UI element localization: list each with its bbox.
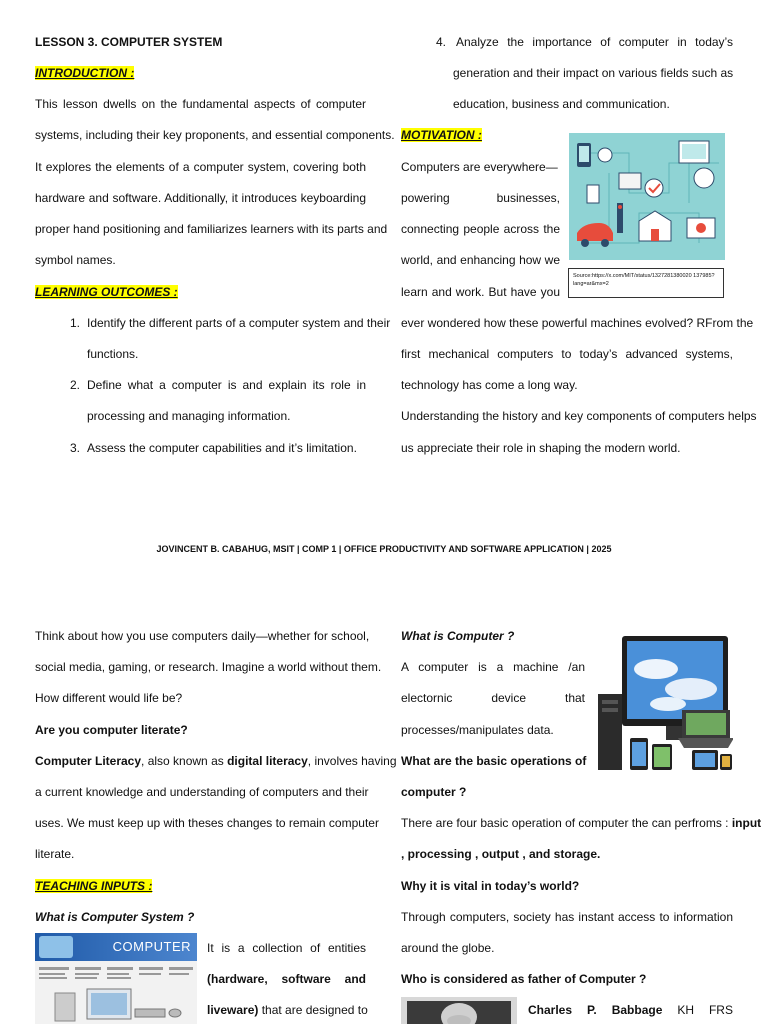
- literate-question: Are you computer literate?: [35, 723, 188, 737]
- outcome-number: 2.: [70, 378, 81, 392]
- outcome-line: Define what a computer is and explain its role in: [87, 378, 366, 392]
- computer-question: What is Computer ?: [401, 629, 515, 643]
- babbage-line: [528, 1003, 733, 1018]
- outcome-number: 3.: [70, 441, 81, 455]
- literacy-line: literate.: [35, 847, 75, 861]
- system-question: What is Computer System ?: [35, 910, 195, 924]
- intro-line: proper hand positioning and familiarizes learners with its parts and: [35, 222, 388, 236]
- vital-line: around the globe.: [401, 941, 495, 955]
- motivation-line: Computers are everywhere—: [401, 160, 558, 174]
- motivation-line: powering businesses,: [401, 191, 560, 205]
- babbage-name: Charles P. Babbage: [528, 1003, 663, 1017]
- computer-banner: [35, 933, 197, 961]
- motivation-heading-text: MOTIVATION :: [401, 128, 482, 142]
- intro-line: hardware and software. Additionally, it introduces keyboarding: [35, 191, 366, 205]
- literacy-line: a current knowledge and understanding of computers and their: [35, 785, 369, 799]
- computer-def-line: A computer is a machine /an: [401, 660, 585, 674]
- outcome-line: Analyze the importance of computer in today’s: [456, 35, 733, 49]
- operations-question: What are the basic operations of: [401, 754, 587, 768]
- system-def-line: (hardware, software and: [207, 972, 366, 986]
- father-question: Who is considered as father of Computer ?: [401, 972, 647, 986]
- computers-illustration-svg: [596, 634, 733, 776]
- iot-illustration: [569, 133, 725, 260]
- image-source-caption: Source:https://x.com/MIT/status/1327281380020 137985?lang=ar&mx=2: [568, 268, 724, 298]
- computer-parts-diagram: [35, 961, 197, 1024]
- literacy-term: Computer Literacy: [35, 754, 142, 768]
- teaching-heading: [35, 879, 152, 894]
- outcome-line: education, business and communication.: [453, 97, 670, 111]
- intro-line: This lesson dwells on the fundamental aspects of computer: [35, 97, 366, 111]
- system-def-line: [207, 1003, 366, 1018]
- outcome-line: generation and their impact on various fields such as: [453, 66, 734, 80]
- computer-def-line: processes/manipulates data.: [401, 723, 554, 737]
- computer-banner-label: COMPUTER: [112, 939, 191, 954]
- operations-line: , processing , output , and storage.: [401, 847, 601, 861]
- outcome-line: Identify the different parts of a computer system and their: [87, 316, 391, 330]
- outcomes-heading: [35, 285, 178, 300]
- operations-line: [401, 816, 762, 831]
- literacy-line: uses. We must keep up with theses changes to remain computer: [35, 816, 379, 830]
- outcomes-heading-text: LEARNING OUTCOMES :: [35, 285, 178, 299]
- lesson-title: LESSON 3. COMPUTER SYSTEM: [35, 35, 223, 49]
- operations-question: computer ?: [401, 785, 467, 799]
- motivation-heading: [401, 128, 482, 143]
- motivation-line: first mechanical computers to today’s advanced systems,: [401, 347, 733, 361]
- operations-text: There are four basic operation of computer the can perfroms :: [401, 816, 732, 830]
- motivation-line: world, and enhancing how we: [401, 253, 560, 267]
- outcome-line: functions.: [87, 347, 139, 361]
- page-footer: JOVINCENT B. CABAHUG, MSIT | COMP 1 | OFFICE PRODUCTIVITY AND SOFTWARE APPLICATION | 2025: [156, 544, 612, 554]
- teaching-heading-text: TEACHING INPUTS :: [35, 879, 153, 893]
- understanding-line: Understanding the history and key components of computers helps: [401, 409, 757, 423]
- operations-term: input: [731, 816, 762, 830]
- introduction-heading: [35, 66, 134, 81]
- babbage-portrait: [401, 997, 517, 1024]
- understanding-line: us appreciate their role in shaping the modern world.: [401, 441, 681, 455]
- intro-line: It explores the elements of a computer system, covering both: [35, 160, 366, 174]
- introduction-heading-text: INTRODUCTION :: [35, 66, 135, 80]
- literacy-text: , also known as: [141, 754, 228, 768]
- outcome-line: Assess the computer capabilities and it’s limitation.: [87, 441, 357, 455]
- literacy-text: , involves having: [307, 754, 397, 768]
- motivation-line: connecting people across the: [401, 222, 560, 236]
- outcome-number: 4.: [436, 35, 447, 49]
- intro-line: systems, including their key proponents, and essential components.: [35, 128, 395, 142]
- literacy-line: [35, 754, 397, 769]
- system-def-term: liveware): [207, 1003, 259, 1017]
- intro-line: Think about how you use computers daily—whether for school,: [35, 629, 370, 643]
- motivation-line: learn and work. But have you: [401, 285, 560, 299]
- intro-line: symbol names.: [35, 253, 116, 267]
- motivation-line: ever wondered how these powerful machines evolved? RFrom the: [401, 316, 754, 330]
- vital-line: Through computers, society has instant access to information: [401, 910, 733, 924]
- intro-line: How different would life be?: [35, 691, 183, 705]
- outcome-number: 1.: [70, 316, 81, 330]
- computer-def-line: electornic device that: [401, 691, 585, 705]
- system-def-text: that are designed to: [258, 1003, 368, 1017]
- computer-system-image: [35, 933, 197, 1024]
- vital-question: Why it is vital in today’s world?: [401, 879, 580, 893]
- outcome-line: processing and managing information.: [87, 409, 291, 423]
- system-def-line: It is a collection of entities: [207, 941, 366, 955]
- page-2: [0, 600, 768, 1024]
- babbage-portrait-svg: [401, 997, 517, 1024]
- computers-illustration: [596, 634, 733, 776]
- intro-line: social media, gaming, or research. Imagine a world without them.: [35, 660, 382, 674]
- literacy-term: digital literacy: [227, 754, 308, 768]
- babbage-suffix: KH FRS: [677, 1003, 733, 1017]
- iot-illustration-svg: [569, 133, 725, 260]
- motivation-line: technology has come a long way.: [401, 378, 578, 392]
- computer-banner-graphic: [39, 936, 73, 958]
